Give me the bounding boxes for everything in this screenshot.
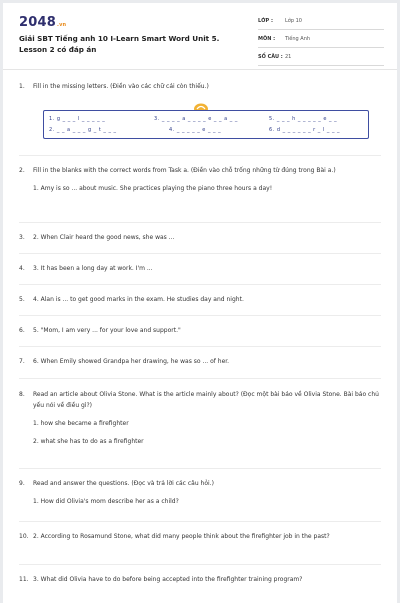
separator (19, 315, 381, 316)
separator (19, 521, 381, 522)
sub-question: 2. what she has to do as a firefighter (33, 438, 144, 445)
logo-suffix: .vn (56, 22, 67, 28)
meta-label: SỐ CÂU : (258, 54, 283, 60)
site-logo[interactable] (19, 15, 66, 30)
question-text: 2. According to Rosamund Stone, what did many people think about the firefighter job in the past? (33, 533, 330, 540)
question-number: 6. (19, 327, 25, 334)
header-divider (3, 69, 397, 70)
question-text: 5. "Mom, I am very ... for your love and support." (33, 327, 181, 334)
question-text: Fill in the blanks with the correct words from Task a. (Điền vào chỗ trống những từ đúng trong Bài a.) (33, 167, 336, 174)
question-text: Read and answer the questions. (Đọc và trả lời các câu hỏi.) (33, 480, 214, 487)
question-number: 11. (19, 576, 29, 583)
question-item (19, 294, 381, 305)
question-text: 6. When Emily showed Grandpa her drawing, he was so ... of her. (33, 358, 230, 365)
meta-row-count (258, 51, 384, 66)
separator (19, 284, 381, 285)
sub-question: 1. How did Olivia's mom describe her as a child? (33, 498, 179, 505)
question-number: 1. (19, 83, 25, 90)
separator (19, 378, 381, 379)
letters-item: 5. _ _ _ h _ _ _ _ _ e _ _ (269, 116, 338, 122)
question-item (19, 165, 381, 194)
meta-label: MÔN : (258, 36, 276, 42)
question-item (19, 531, 381, 542)
question-item (19, 478, 381, 507)
question-text: 2. When Clair heard the good news, she was ... (33, 234, 175, 241)
page-title: Giải SBT Tiếng anh 10 I-Learn Smart Word Unit 5. Lesson 2 có đáp án (19, 34, 220, 54)
letters-item: 1. g _ _ _ l _ _ _ _ _ (49, 116, 106, 122)
question-text: 4. Alan is ... to get good marks in the exam. He studies day and night. (33, 296, 244, 303)
separator (19, 155, 381, 156)
question-number: 4. (19, 265, 25, 272)
question-number: 10. (19, 533, 29, 540)
question-number: 8. (19, 391, 25, 398)
logo-text: 2048 (19, 15, 56, 30)
meta-row-class (258, 15, 384, 30)
question-text: Read an article about Olivia Stone. What is the article mainly about? (Đọc một bài báo về Olivia Stone. Bài báo chủ yếu nói về điều gì?) (33, 391, 379, 409)
question-number: 9. (19, 480, 25, 487)
question-text: 3. What did Olivia have to do before being accepted into the firefighter training program? (33, 576, 303, 583)
separator (19, 346, 381, 347)
separator (19, 468, 381, 469)
missing-letters-box (43, 110, 369, 139)
meta-row-subject (258, 33, 384, 48)
question-item (19, 356, 381, 367)
document-meta (258, 15, 384, 69)
document-header (3, 3, 397, 61)
meta-value: Tiếng Anh (285, 36, 311, 42)
sub-question: 1. Amy is so ... about music. She practices playing the piano three hours a day! (33, 185, 273, 192)
question-item (19, 81, 381, 92)
separator (19, 222, 381, 223)
question-item (19, 232, 381, 243)
meta-label: LỚP : (258, 18, 273, 24)
letters-item: 2. _ _ a _ _ _ g _ t _ _ _ (49, 127, 117, 133)
meta-value: 21 (285, 54, 292, 60)
question-text: 3. It has been a long day at work. I'm ... (33, 265, 153, 272)
question-item (19, 325, 381, 336)
question-item (19, 389, 381, 447)
meta-value: Lớp 10 (285, 18, 302, 24)
question-text: Fill in the missing letters. (Điền vào các chữ cái còn thiếu.) (33, 83, 209, 90)
question-number: 3. (19, 234, 25, 241)
letters-item: 3. _ _ _ _ a _ _ _ _ e _ _ a _ _ (154, 116, 238, 122)
letters-item: 4. _ _ _ _ _ e _ _ _ (169, 127, 222, 133)
page (3, 3, 397, 603)
sub-question: 1. how she became a firefighter (33, 420, 129, 427)
question-item (19, 263, 381, 274)
question-number: 2. (19, 167, 25, 174)
letters-item: 6. d _ _ _ _ _ _ r _ l _ _ _ (269, 127, 341, 133)
question-item (19, 574, 381, 585)
separator (19, 253, 381, 254)
separator (19, 564, 381, 565)
question-number: 5. (19, 296, 25, 303)
question-number: 7. (19, 358, 25, 365)
